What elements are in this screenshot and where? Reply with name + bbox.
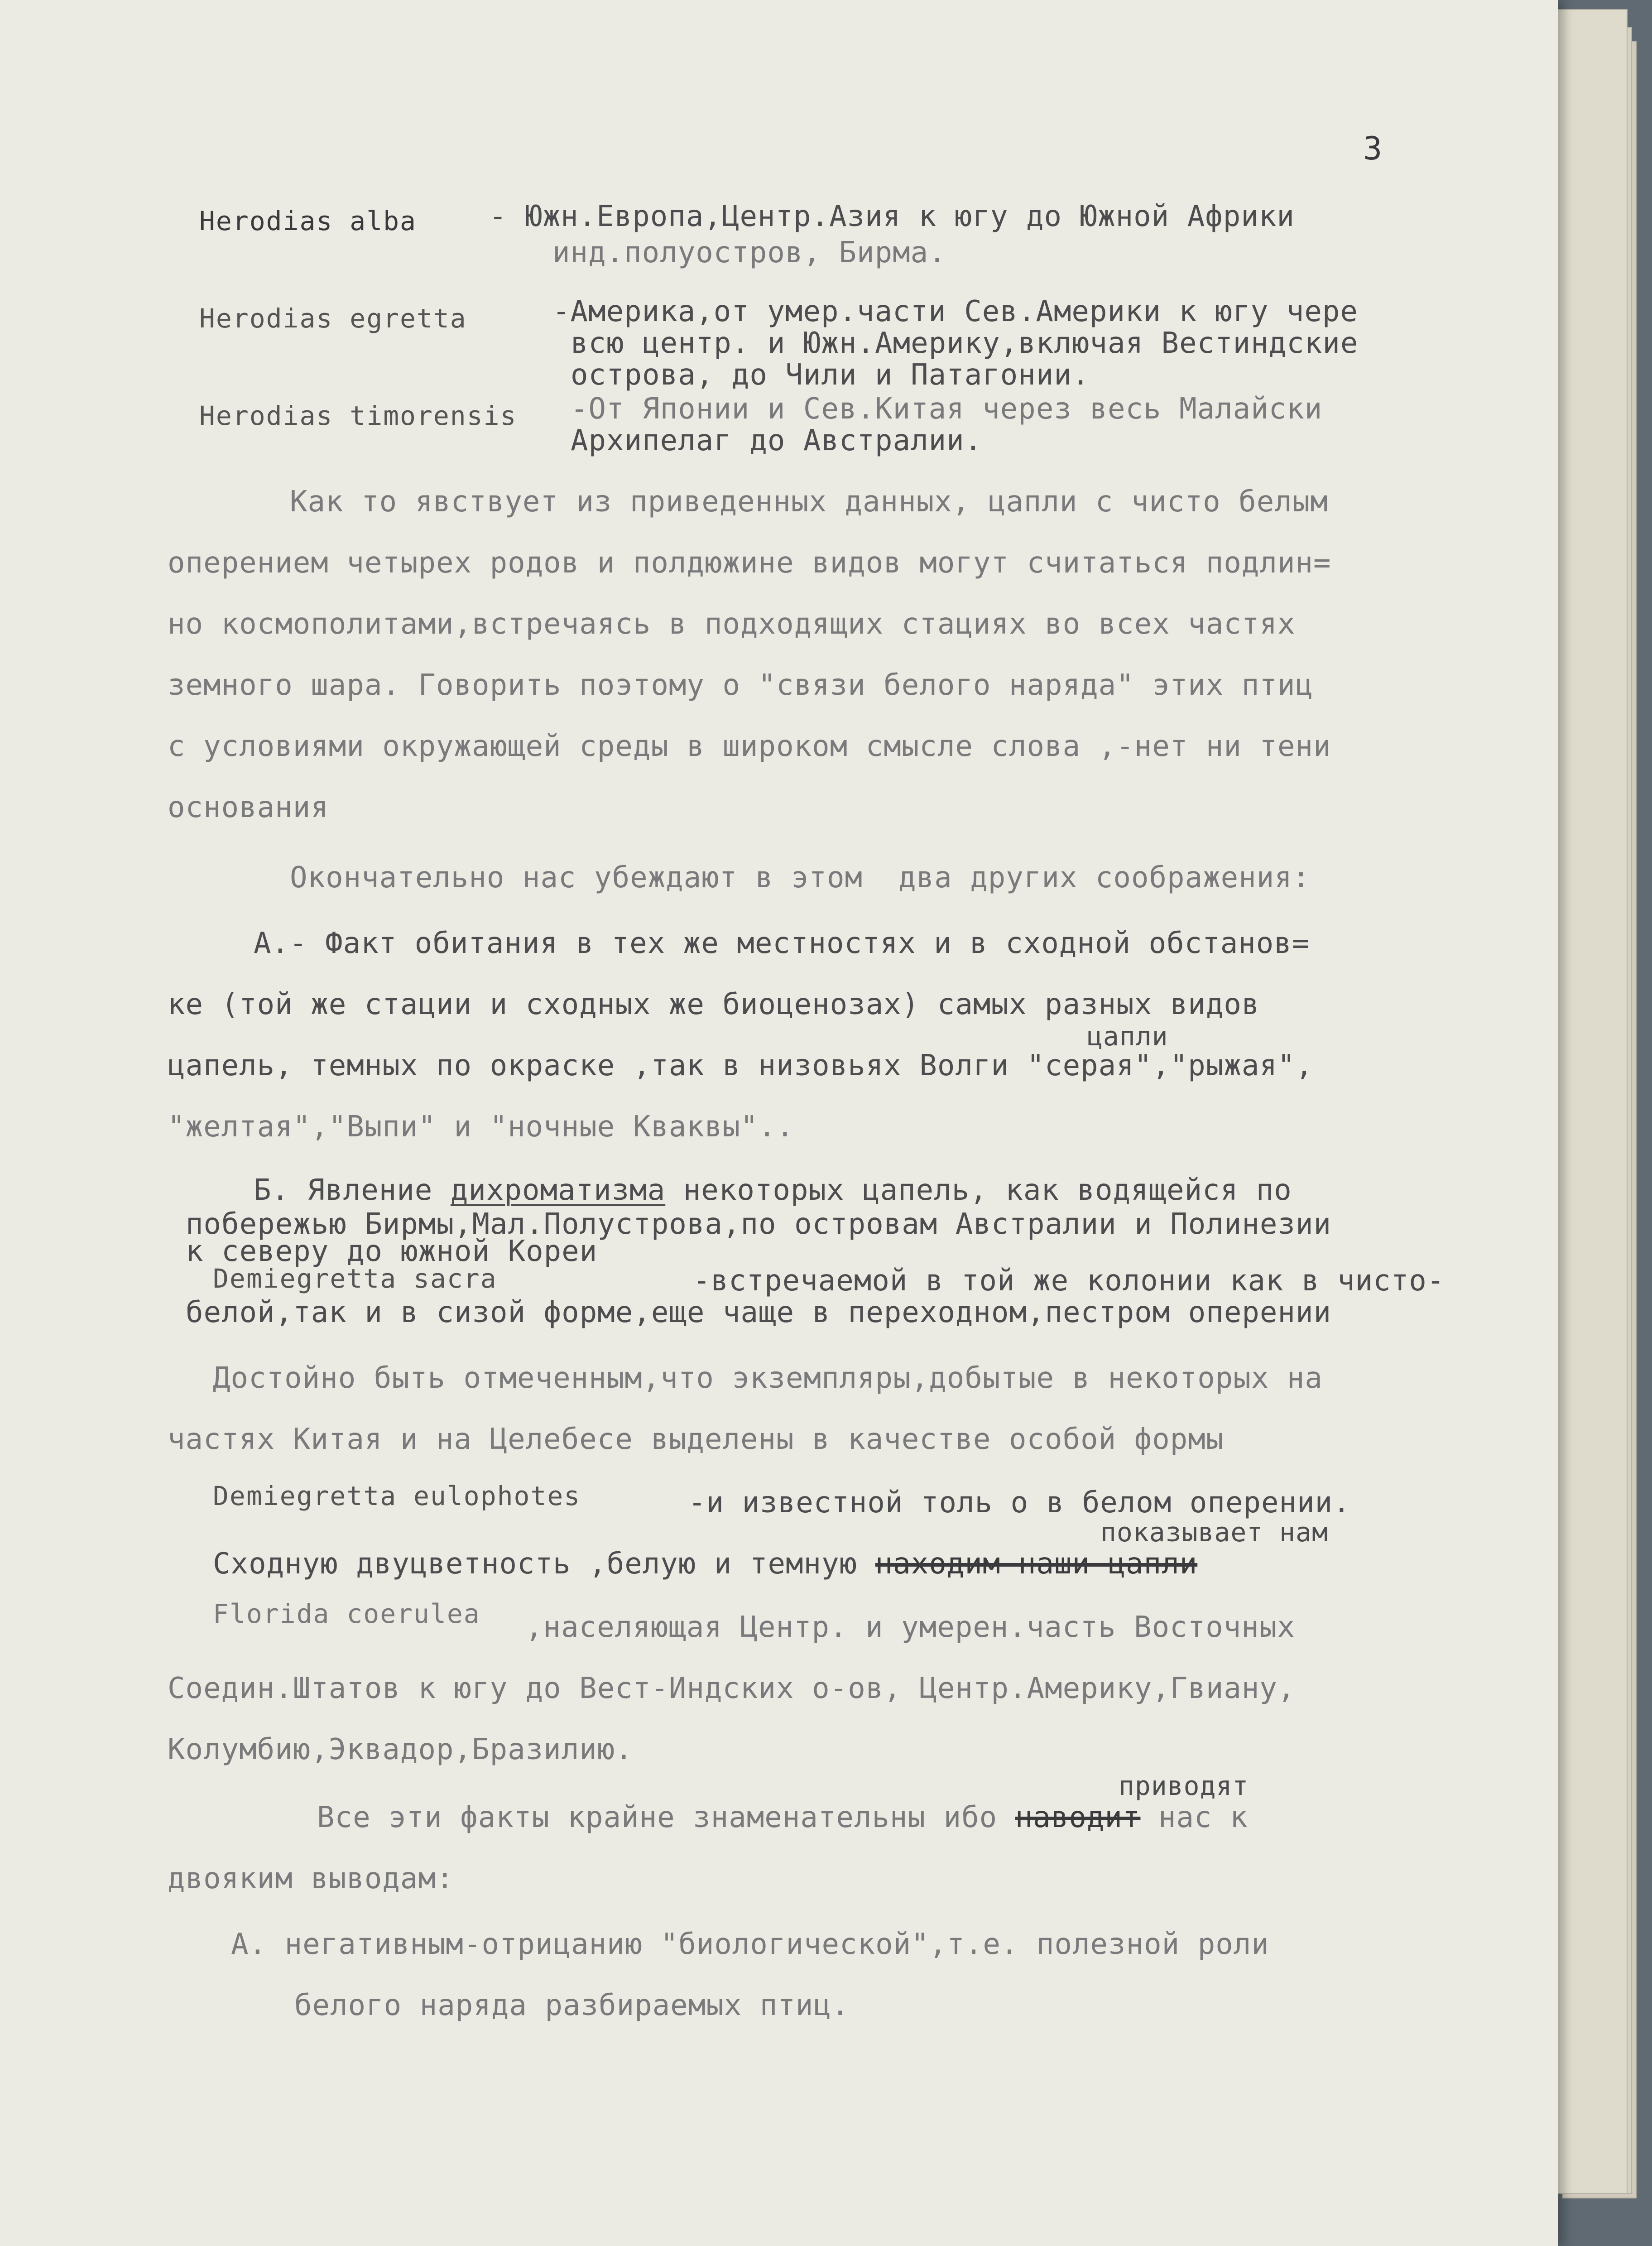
point-b-suffix: некоторых цапель, как водящейся по	[665, 1173, 1292, 1207]
paragraph-line: оперением четырех родов и полдюжине видов могут считаться подлин=	[168, 546, 1331, 580]
handwritten-insert: приводят	[1119, 1770, 1249, 1801]
point-a2-line: А. негативным-отрицанию "биологической",т.е. полезной роли	[231, 1928, 1269, 1961]
species-range-line: острова, до Чили и Патагонии.	[571, 358, 1090, 392]
page-number: 3	[1363, 130, 1383, 167]
species-name: Florida coerulea	[213, 1598, 480, 1629]
point-b-line	[254, 1173, 1292, 1207]
two-color-line: Соедин.Штатов к югу до Вест-Индских о-ов, Центр.Америку,Гвиану,	[168, 1672, 1296, 1705]
handwritten-insert: показывает нам	[1100, 1517, 1328, 1548]
conclusion-tail: нас к	[1140, 1801, 1248, 1834]
struck-text: наводит	[1015, 1801, 1141, 1834]
species-name: Demiegretta eulophotes	[213, 1481, 581, 1511]
point-b-line: -встречаемой в той же колонии как в чисто-	[693, 1264, 1445, 1298]
point-b-line: к северу до южной Кореи	[186, 1235, 598, 1268]
species-name: Herodias timorensis	[199, 400, 517, 431]
two-color-line: ,населяющая Центр. и умерен.часть Восточных	[525, 1611, 1295, 1644]
paragraph-line: основания	[168, 791, 329, 824]
struck-text: находим наши цапли	[875, 1547, 1198, 1581]
conclusion-line	[317, 1800, 1248, 1835]
paragraph-line: земного шара. Говорить поэтому о "связи белого наряда" этих птиц	[168, 669, 1313, 702]
paragraph-line: Достойно быть отмеченным,что экземпляры,добытые в некоторых на	[213, 1361, 1323, 1395]
conclusion-lead: Все эти факты крайне знаменательны ибо	[317, 1801, 1015, 1834]
species-name: Demiegretta sacra	[213, 1263, 497, 1294]
paragraph-line: Как то явствует из приведенных данных, цапли с чисто белым	[290, 485, 1328, 519]
two-color-line	[213, 1547, 1197, 1581]
point-a-line: А.- Факт обитания в тех же местностях и в сходной обстанов=	[254, 927, 1310, 960]
paragraph-line: но космополитами,встречаясь в подходящих стациях во всех частях	[168, 607, 1296, 641]
species-range-line: Архипелаг до Австралии.	[571, 424, 983, 457]
eulophotes-line: -и известной толь о в белом оперении.	[688, 1486, 1351, 1520]
point-a-line: ке (той же стации и сходных же биоценозах) самых разных видов	[168, 988, 1260, 1021]
point-a-line: цапель, темных по окраске ,так в низовьях Волги "серая","рыжая",	[168, 1049, 1313, 1082]
point-a2-line: белого наряда разбираемых птиц.	[294, 1989, 850, 2022]
species-range-line: -Америка,от умер.части Сев.Америки к югу чере	[552, 295, 1358, 328]
species-name: Herodias egretta	[199, 303, 467, 334]
paragraph-line: с условиями окружающей среды в широком смысле слова ,-нет ни тени	[168, 730, 1331, 763]
two-color-lead: Сходную двуцветность ,белую и темную	[213, 1547, 875, 1581]
species-name: Herodias alba	[199, 206, 417, 236]
point-a-line: "желтая","Выпи" и "ночные Кваквы"..	[168, 1110, 794, 1144]
point-b-prefix: Б. Явление	[254, 1173, 451, 1207]
handwritten-insert: цапли	[1087, 1021, 1168, 1052]
paragraph-line: частях Китая и на Целебесе выделены в качестве особой формы	[168, 1423, 1224, 1456]
point-b-line: белой,так и в сизой форме,еще чаще в переходном,пестром оперении	[186, 1296, 1331, 1329]
conclusion-line: двояким выводам:	[168, 1862, 454, 1895]
dichromatism-term: дихроматизма	[450, 1173, 666, 1207]
species-range-line: - Южн.Европа,Центр.Азия к югу до Южной Африки	[489, 200, 1295, 233]
paragraph-line: Окончательно нас убеждают в этом два других соображения:	[290, 861, 1311, 895]
species-range-line: -От Японии и Сев.Китая через весь Малайски	[571, 392, 1323, 426]
species-range-line: инд.полуостров, Бирма.	[552, 236, 946, 269]
species-range-line: всю центр. и Южн.Америку,включая Вестиндские	[571, 327, 1359, 360]
point-b-line: побережью Бирмы,Мал.Полустрова,по островам Австралии и Полинезии	[186, 1207, 1331, 1241]
two-color-line: Колумбию,Эквадор,Бразилию.	[168, 1733, 633, 1766]
